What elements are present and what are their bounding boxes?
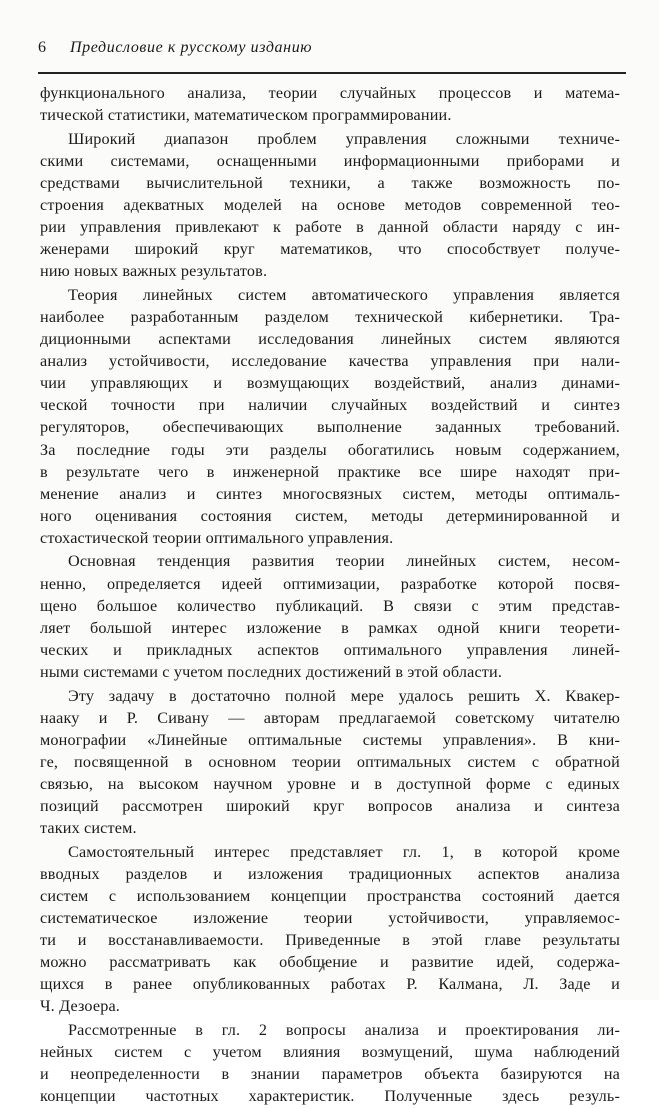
text-line: связью, на высоком научном уровне и в доступной форме с единых: [40, 774, 620, 793]
text-line: ческих и прикладных аспектов оптимального управления линей-: [40, 640, 620, 659]
text-line: За последние годы эти разделы обогатились новым содержанием,: [40, 440, 620, 459]
text-line: и неопределенности в знании параметров объекта базируются на: [40, 1065, 620, 1084]
text-line: менение анализ и синтез многосвязных систем, методы оптималь-: [40, 484, 620, 503]
header-rule: [38, 72, 626, 74]
paragraph: [40, 82, 620, 126]
text-line: можно рассматривать как обобщение и развитие идей, содержа-: [40, 953, 620, 972]
page-header: [38, 36, 628, 60]
text-line: Ч. Дезоера.: [40, 997, 120, 1016]
text-line: систематическое изложение теории устойчивости, управляемос-: [40, 908, 620, 927]
text-line: таких систем.: [40, 819, 137, 838]
text-line: функционального анализа, теории случайных процессов и матема-: [40, 84, 620, 102]
text-line: Широкий диапазон проблем управления сложными техниче-: [68, 129, 620, 148]
text-line: ге, посвященной в основном теории оптимальных систем с обратной: [40, 752, 620, 771]
text-line: Рассмотренные в гл. 2 вопросы анализа и проектирования ли-: [68, 1020, 620, 1039]
text-line: вводных разделов и изложения традиционных аспектов анализа: [40, 864, 620, 883]
text-line: Эту задачу в достаточно полной мере удалось решить Х. Квакер-: [68, 686, 620, 705]
text-line: нию новых важных результатов.: [40, 262, 268, 281]
text-line: в результате чего в инженерной практике все шире находят при-: [40, 462, 620, 481]
paragraph: [40, 1019, 620, 1107]
text-line: ти и восстанавливаемости. Приведенные в этой главе результаты: [40, 931, 620, 950]
printer-mark-icon: [316, 960, 328, 974]
text-line: рии управления привлекают к работе в данной области наряду с ин-: [40, 218, 620, 237]
paragraph: [40, 284, 620, 549]
page-number: 6: [38, 39, 46, 56]
text-line: нааку и Р. Сивану — авторам предлагаемой советскому читателю: [40, 708, 620, 727]
paragraph: [40, 128, 620, 283]
text-line: наиболее разработанным разделом технической кибернетики. Тра-: [40, 307, 620, 326]
text-line: щено большое количество публикаций. В связи с этим представ-: [40, 596, 620, 615]
paragraph: [40, 841, 620, 1018]
text-line: позиций рассмотрен широкий круг вопросов анализа и синтеза: [40, 797, 620, 815]
text-line: щихся в ранее опубликованных работах Р. Калмана, Л. Заде и: [40, 975, 620, 994]
paragraph: [40, 685, 620, 840]
text-line: ческой точности при наличии случайных воздействий и синтез: [40, 396, 620, 415]
text-line: скими системами, оснащенными информационными приборами и: [40, 151, 620, 170]
text-line: анализ устойчивости, исследование качества управления при нали-: [40, 352, 620, 371]
text-line: ного оценивания состояния систем, методы детерминированной и: [40, 506, 620, 525]
text-line: стохастической теории оптимального управления.: [40, 528, 394, 547]
text-line: ненно, определяется идеей оптимизации, разработке которой посвя-: [40, 574, 620, 593]
running-title: Предисловие к русскому изданию: [70, 39, 313, 56]
text-line: нейных систем с учетом влияния возмущений, шума наблюдений: [40, 1043, 620, 1062]
text-line: регуляторов, обеспечивающих выполнение заданных требований.: [40, 418, 620, 437]
text-line: диционными аспектами исследования линейных систем являются: [40, 330, 620, 349]
text-line: Теория линейных систем автоматического управления является: [68, 285, 620, 304]
text-line: Самостоятельный интерес представляет гл. 1, в которой кроме: [68, 842, 620, 861]
text-line: чии управляющих и возмущающих воздействий, анализ динами-: [40, 374, 620, 393]
text-line: тической статистики, математическом программировании.: [40, 106, 452, 125]
text-line: монографии «Линейные оптимальные системы управления». В кни-: [40, 730, 620, 749]
text-line: женерами широкий круг математиков, что способствует получе-: [40, 240, 620, 259]
text-line: ляет большой интерес изложение в рамках одной книги теорети-: [40, 618, 620, 637]
text-line: концепции частотных характеристик. Полученные здесь резуль-: [40, 1087, 620, 1106]
text-line: Основная тенденция развития теории линейных систем, несом-: [68, 552, 620, 571]
body-text: [40, 82, 620, 1109]
text-line: строения адекватных моделей на основе методов современной тео-: [40, 195, 620, 214]
text-line: средствами вычислительной техники, а также возможность по-: [40, 173, 620, 192]
text-line: ными системами с учетом последних достижений в этой области.: [40, 662, 503, 681]
text-line: систем с использованием концепции пространства состояний дается: [40, 886, 620, 905]
paragraph: [40, 550, 620, 683]
